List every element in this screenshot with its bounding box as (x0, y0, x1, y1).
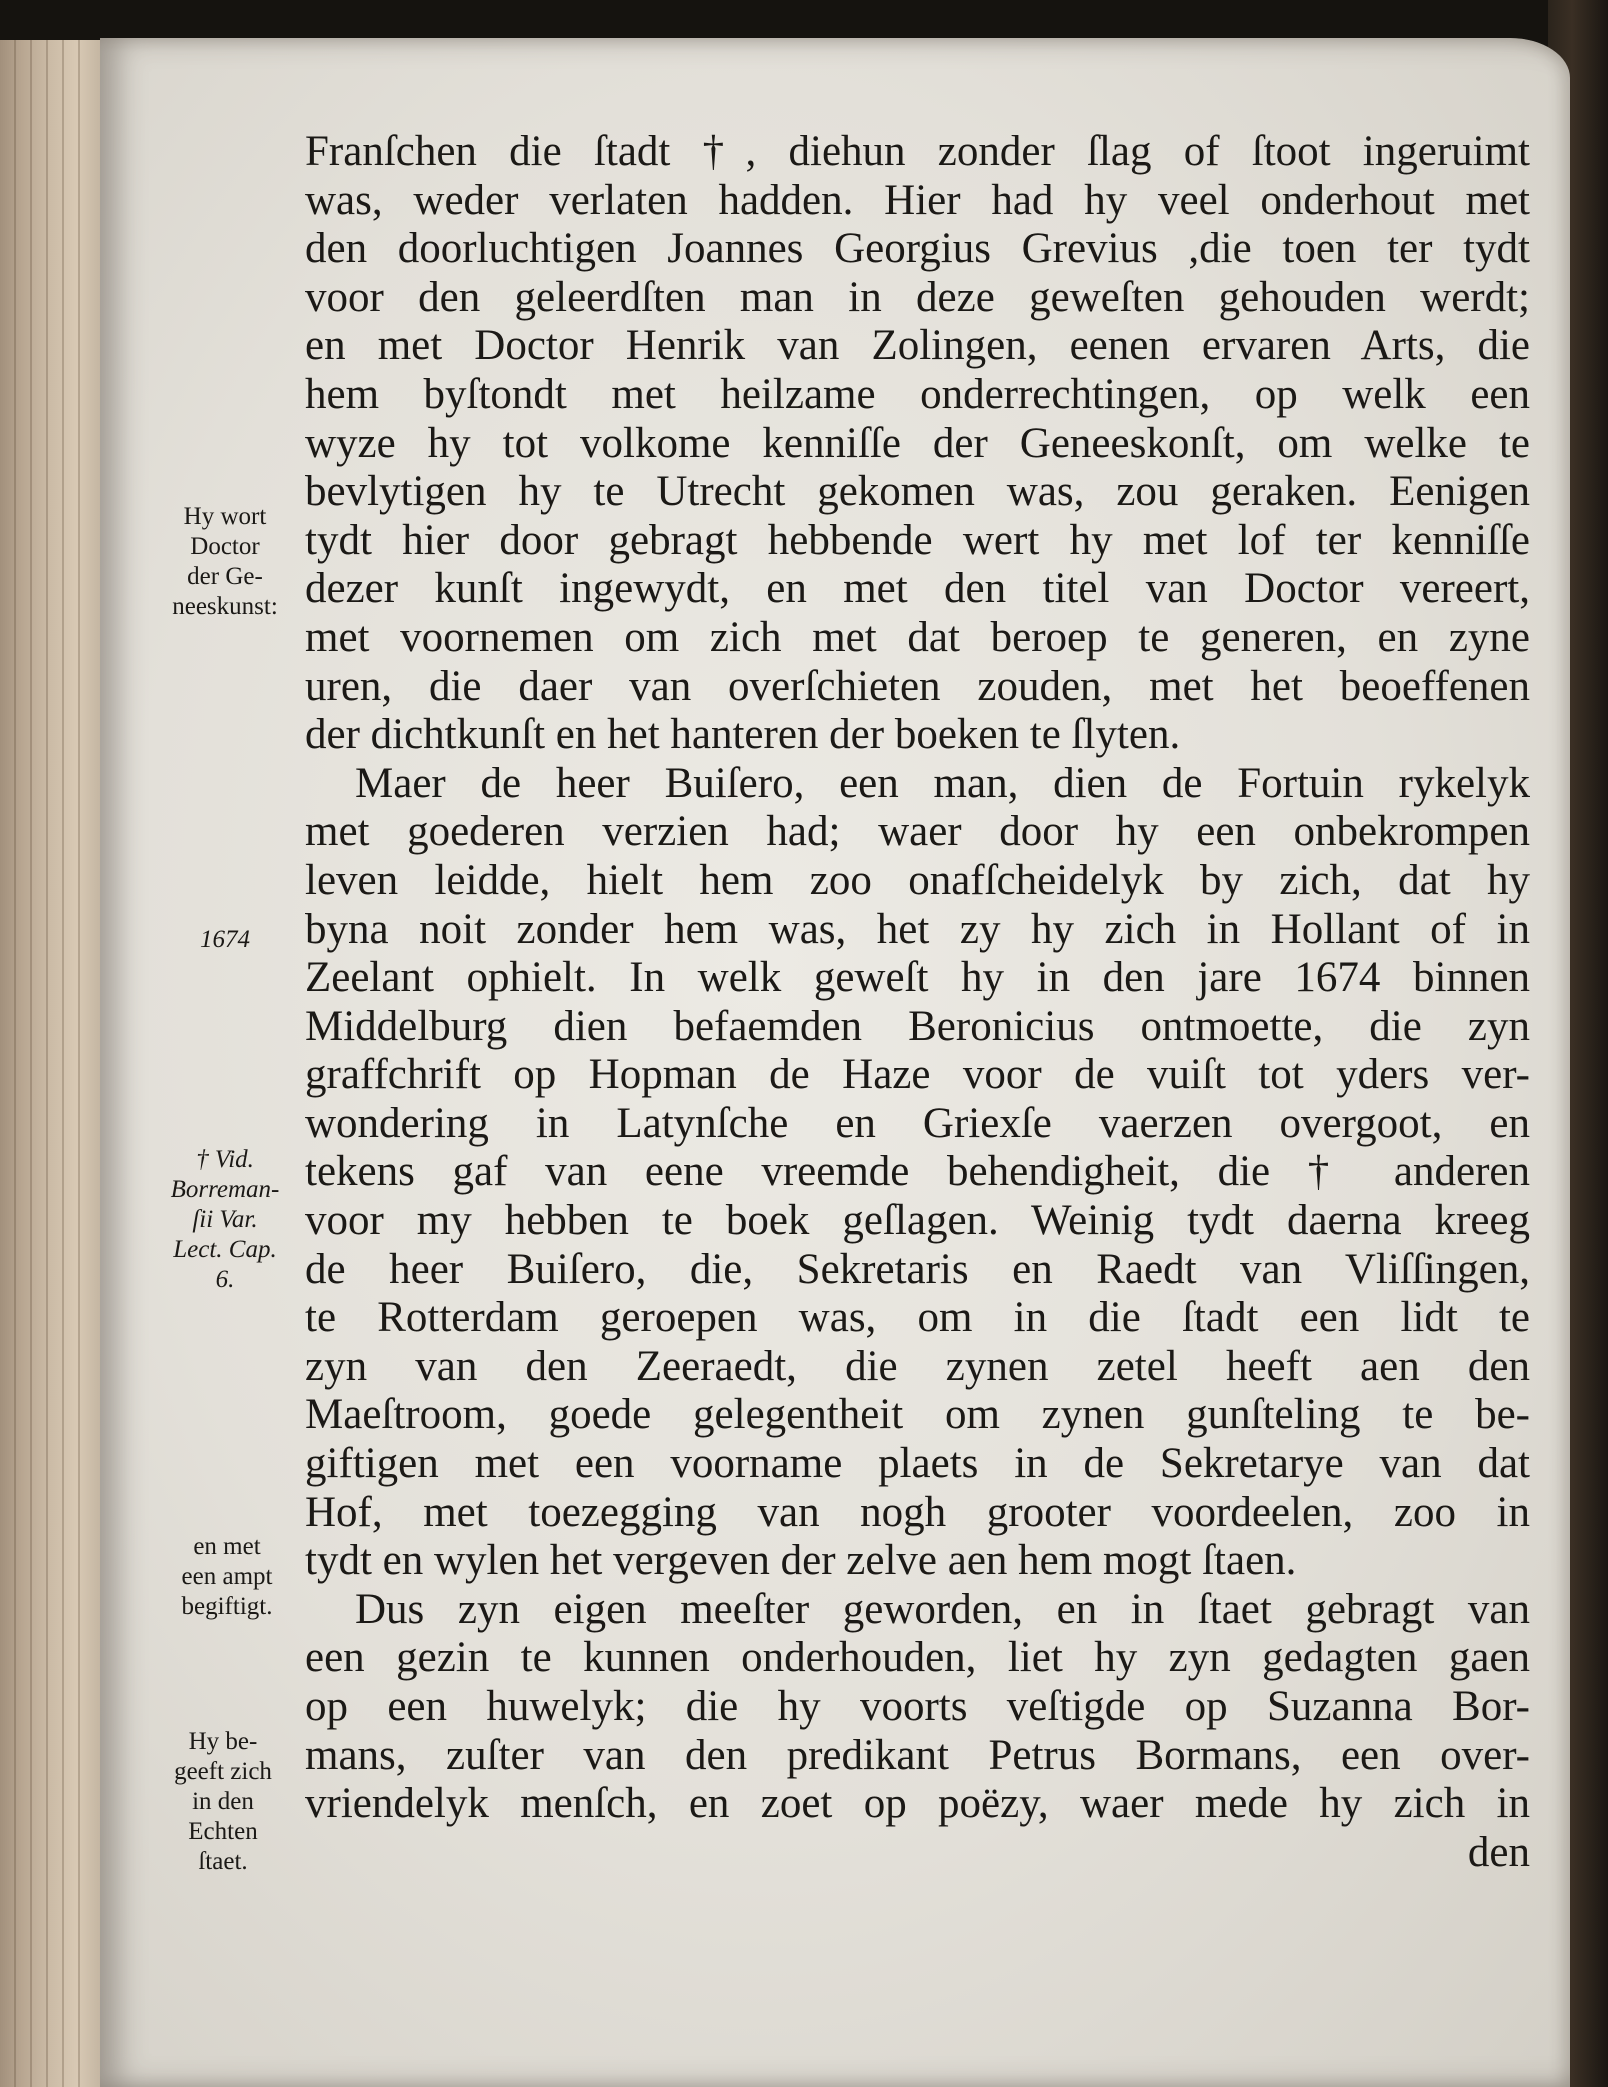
body-text (305, 128, 1530, 1877)
margin-note-line: en met (193, 1533, 261, 1560)
text-line: hem byſtondt met heilzame onderrechtingen, op welk een (305, 370, 1530, 418)
text-line: Hof, met toezegging van nogh grooter voordeelen, zoo in (305, 1488, 1530, 1536)
text-line: met voornemen om zich met dat beroep te generen, en zyne (305, 613, 1530, 661)
margin-note-line: geeft zich (174, 1758, 272, 1785)
text-line: tekens gaf van eene vreemde behendigheit, die † anderen (305, 1148, 1530, 1196)
text-line: voor den geleerdſten man in deze geweſten gehouden werdt; (305, 273, 1530, 321)
margin-note-line: Doctor (190, 533, 260, 560)
text-line: leven leidde, hielt hem zoo onafſcheidelyk by zich, dat hy (305, 856, 1530, 904)
text-line: wyze hy tot volkome kenniſſe der Geneeskonſt, om welke te (305, 419, 1530, 467)
text-line: graffchrift op Hopman de Haze voor de vuiſt tot yders ver- (305, 1051, 1530, 1099)
text-line: wondering in Latynſche en Griexſe vaerzen overgoot, en (305, 1099, 1530, 1147)
text-line: Maeſtroom, goede gelegentheit om zynen gunſteling te be- (305, 1391, 1530, 1439)
text-line: een gezin te kunnen onderhouden, liet hy zyn gedagten gaen (305, 1634, 1530, 1682)
margin-note-line: der Ge- (187, 563, 263, 590)
text-line: te Rotterdam geroepen was, om in die ſtadt een lidt te (305, 1294, 1530, 1342)
margin-note-doctor (150, 502, 300, 622)
margin-note-line: in den (192, 1788, 254, 1815)
text-line: was, weder verlaten hadden. Hier had hy veel onderhout met (305, 176, 1530, 224)
text-line: bevlytigen hy te Utrecht gekomen was, zou geraken. Eenigen (305, 468, 1530, 516)
text-line: met goederen verzien had; waer door hy een onbekrompen (305, 808, 1530, 856)
text-line: tydt hier door gebragt hebbende wert hy met lof ter kenniſſe (305, 516, 1530, 564)
text-line: Zeelant ophielt. In welk geweſt hy in den jare 1674 binnen (305, 954, 1530, 1002)
text-line: de heer Buiſero, die, Sekretaris en Raedt van Vliſſingen, (305, 1245, 1530, 1293)
margin-note-line: Hy wort (183, 503, 267, 530)
text-line: tydt en wylen het vergeven der zelve aen hem mogt ſtaen. (305, 1537, 1297, 1585)
margin-note-vid (150, 1145, 300, 1295)
book-page-edges (0, 40, 110, 2087)
margin-note-line: ſtaet. (198, 1848, 248, 1875)
margin-note-year (180, 925, 270, 955)
text-line: Maer de heer Buiſero, een man, dien de Fortuin rykelyk (355, 759, 1530, 807)
text-line: mans, zuſter van den predikant Petrus Bormans, een over- (305, 1731, 1530, 1779)
margin-note-line: 1674 (200, 926, 250, 953)
text-line: en met Doctor Henrik van Zolingen, eenen ervaren Arts, die (305, 322, 1530, 370)
margin-note-line: ſii Var. (192, 1206, 258, 1233)
text-line: dezer kunſt ingewydt, en met den titel van Doctor vereert, (305, 565, 1530, 613)
text-line: op een huwelyk; die hy voorts veſtigde op Suzanna Bor- (305, 1683, 1530, 1730)
margin-note-line: 6. (215, 1266, 235, 1293)
margin-note-line: Echten (188, 1818, 258, 1845)
catchword: den (1467, 1828, 1530, 1876)
text-line: den doorluchtigen Joannes Georgius Grevius ,die toen ter tydt (305, 225, 1530, 273)
text-line: der dichtkunſt en het hanteren der boeken te ſlyten. (305, 711, 1181, 759)
margin-note-line: een ampt (181, 1563, 273, 1590)
margin-note-line: begiftigt. (181, 1593, 273, 1620)
margin-note-line: † Vid. (196, 1146, 254, 1173)
text-line: zyn van den Zeeraedt, die zynen zetel heeft aen den (305, 1342, 1530, 1390)
text-line: Franſchen die ſtadt †, diehun zonder ſlag of ſtoot ingeruimt (305, 128, 1530, 175)
margin-note-ampt (152, 1532, 302, 1622)
text-line: vriendelyk menſch, en zoet op poëzy, waer mede hy zich in (305, 1780, 1530, 1828)
text-line: Dus zyn eigen meeſter geworden, en in ſtaet gebragt van (355, 1585, 1530, 1633)
text-line: Middelburg dien befaemden Beronicius ontmoette, die zyn (305, 1002, 1530, 1050)
margin-note-line: Borreman- (170, 1176, 280, 1203)
margin-note-line: Hy be- (188, 1728, 258, 1755)
text-line: byna noit zonder hem was, het zy hy zich in Hollant of in (305, 905, 1530, 953)
text-line: voor my hebben te boek geſlagen. Weinig tydt daerna kreeg (305, 1197, 1530, 1245)
text-line: uren, die daer van overſchieten zouden, met het beoeffenen (305, 662, 1530, 710)
margin-note-line: neeskunst: (172, 593, 278, 620)
text-line: giftigen met een voorname plaets in de Sekretarye van dat (305, 1440, 1530, 1488)
margin-note-line: Lect. Cap. (173, 1236, 277, 1263)
margin-note-echten (148, 1727, 298, 1877)
